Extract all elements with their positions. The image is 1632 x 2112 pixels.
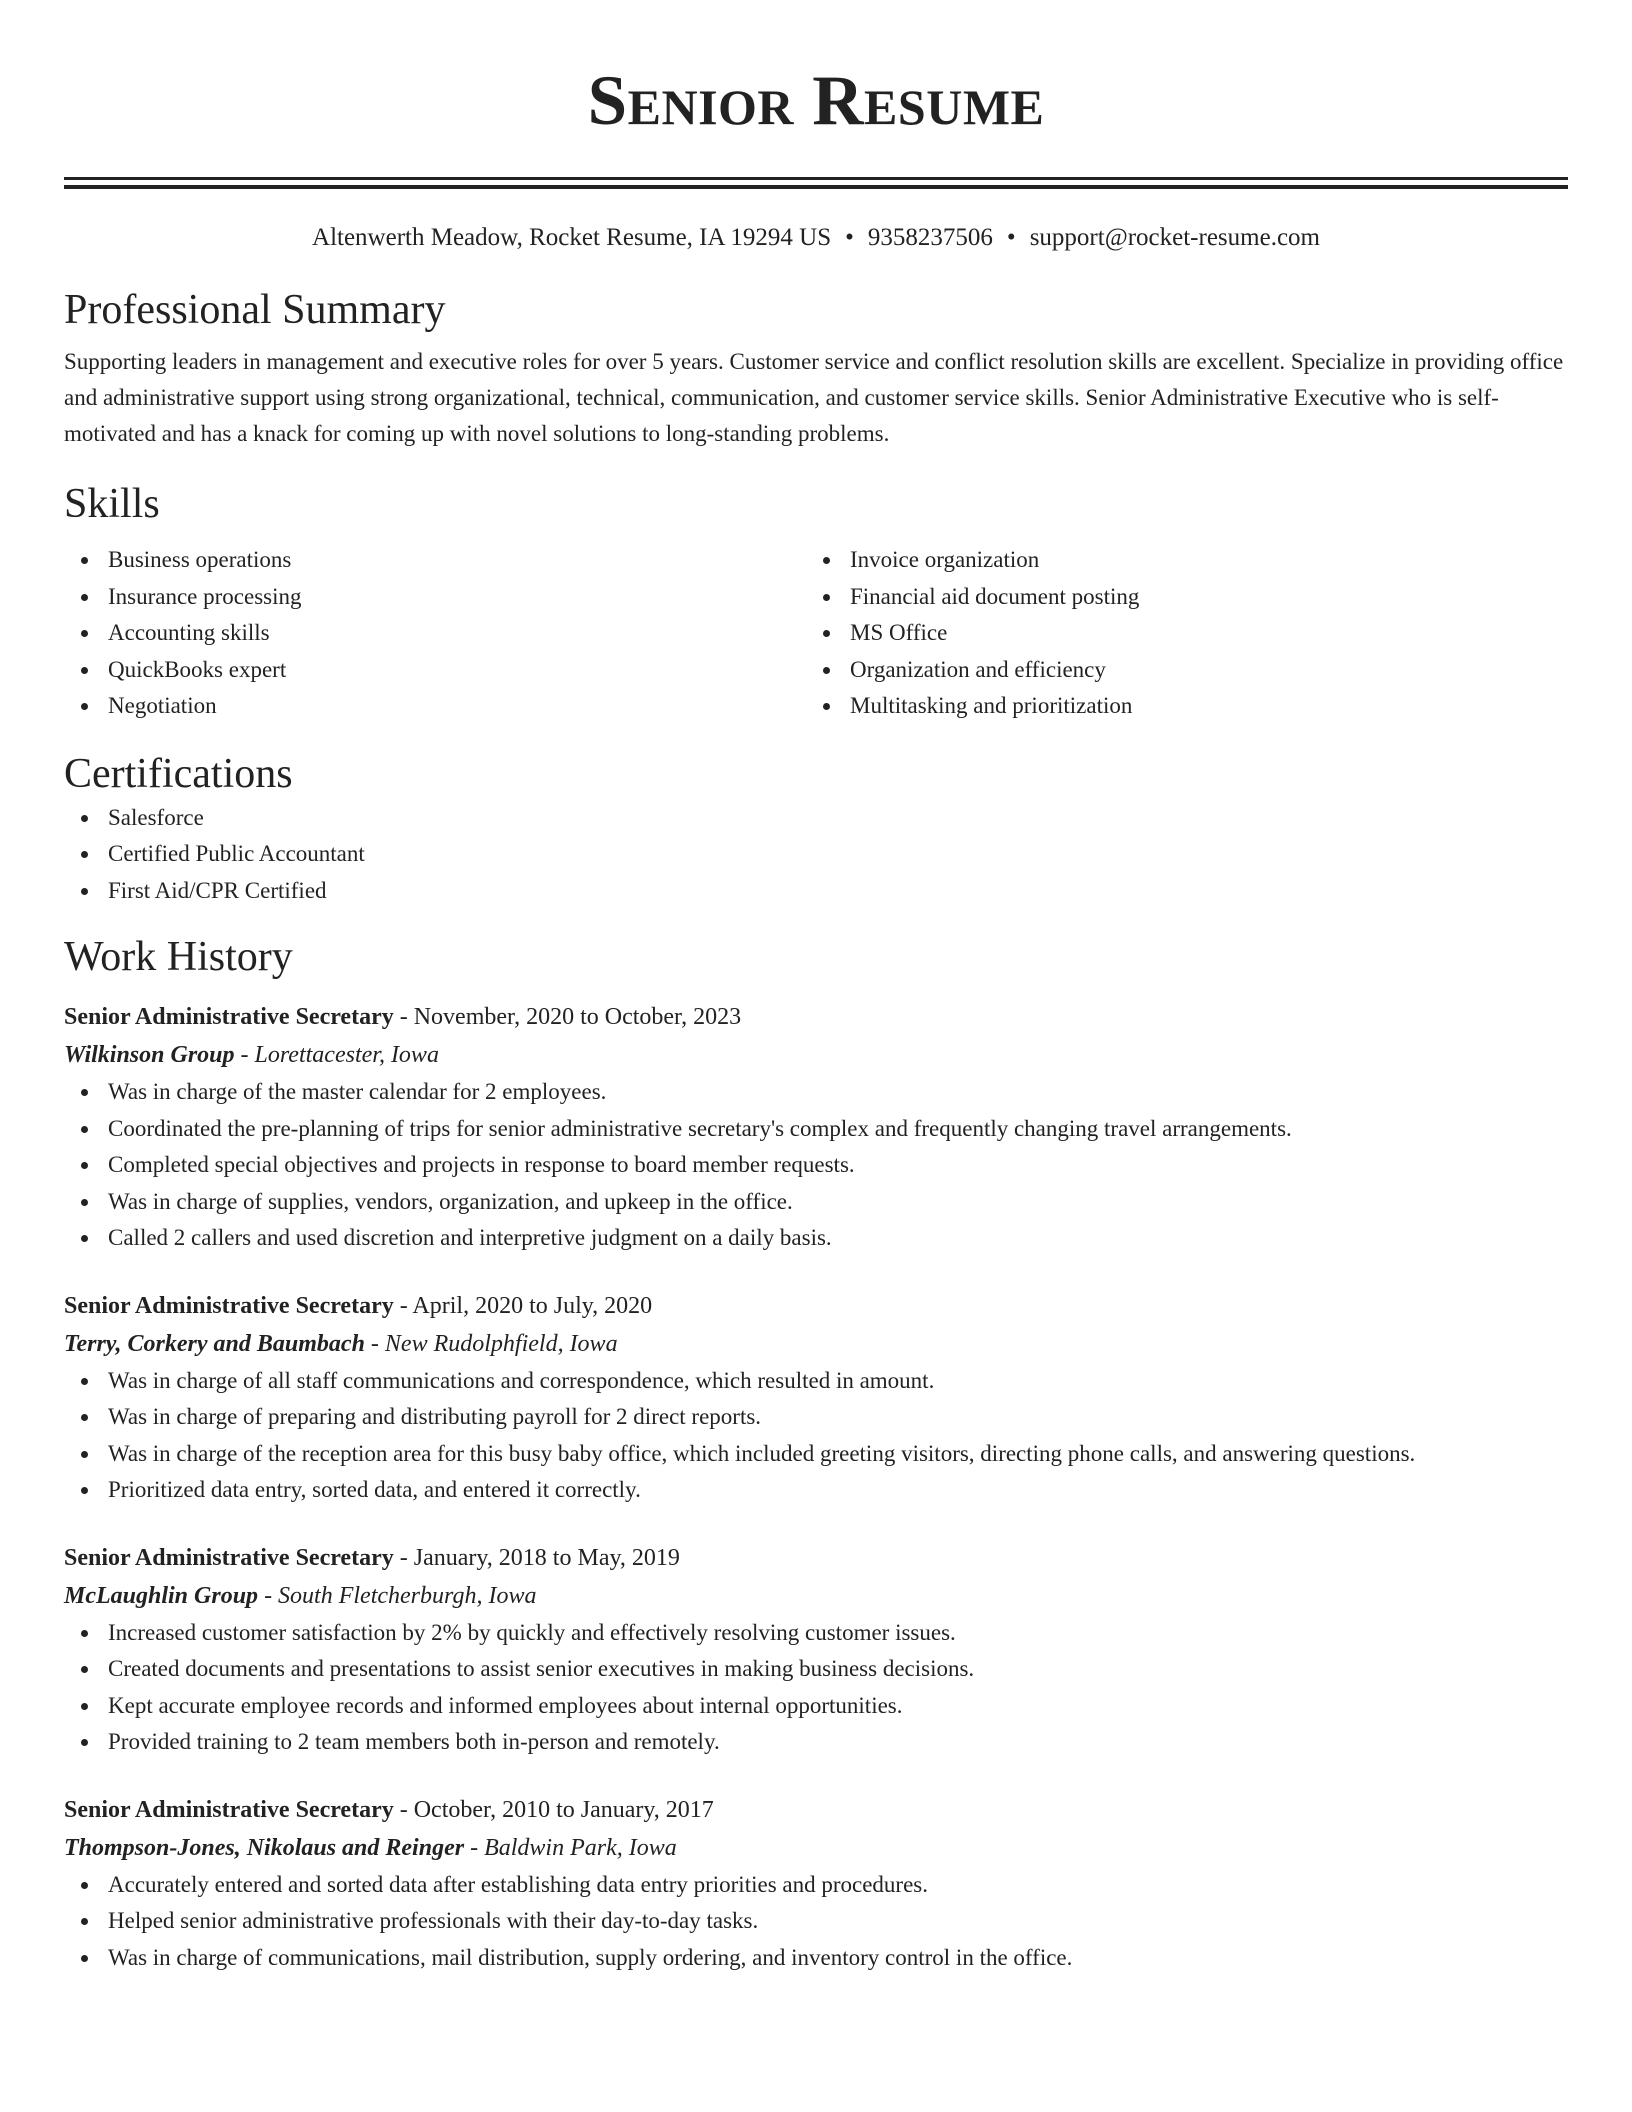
skill-item: QuickBooks expert (64, 652, 806, 689)
job-dates: - November, 2020 to October, 2023 (393, 1004, 742, 1030)
skills-list-right (806, 542, 1548, 725)
job-bullet: Called 2 callers and used discretion and interpretive judgment on a daily basis. (64, 1220, 1568, 1257)
job-company: McLaughlin Group (64, 1582, 259, 1609)
job-company-line (64, 1036, 1568, 1074)
certification-item: First Aid/CPR Certified (64, 873, 1568, 910)
job-header (64, 998, 1568, 1036)
job-header (64, 1287, 1568, 1325)
job-company: Thompson-Jones, Nikolaus and Reinger (64, 1834, 465, 1861)
skill-item: Financial aid document posting (806, 579, 1548, 616)
job-bullet: Created documents and presentations to assist senior executives in making business decisions. (64, 1651, 1568, 1688)
contact-line (64, 222, 1568, 254)
job-entry (64, 1539, 1568, 1761)
section-heading-work-history: Work History (64, 934, 293, 980)
job-title: Senior Administrative Secretary (64, 1004, 394, 1030)
job-company: Terry, Corkery and Baumbach (64, 1330, 365, 1357)
job-bullet-list (64, 1363, 1568, 1509)
job-entry (64, 998, 1568, 1257)
job-dates: - January, 2018 to May, 2019 (393, 1544, 680, 1571)
job-header (64, 1539, 1568, 1577)
certifications-list (64, 800, 1568, 910)
job-location: - South Fletcherburgh, Iowa (258, 1582, 537, 1609)
certification-item: Salesforce (64, 800, 1568, 837)
job-bullet: Was in charge of communications, mail distribution, supply ordering, and inventory control in the office. (64, 1940, 1568, 1977)
job-entry (64, 1791, 1568, 1977)
job-bullet: Was in charge of the reception area for this busy baby office, which included greeting visitors, directing phone calls, and answering questions. (64, 1436, 1568, 1473)
summary-text: Supporting leaders in management and executive roles for over 5 years. Customer service and conflict resolution skills are excellent. Specialize in providing office and administrative support using strong organizational, technical, communication, and customer service skills. Senior Administrative Executive who is self-motivated and has a knack for coming up with novel solutions to long-standing problems. (64, 349, 1564, 446)
section-heading-skills: Skills (64, 481, 160, 527)
job-company-line (64, 1829, 1568, 1867)
skill-item: Organization and efficiency (806, 652, 1548, 689)
skill-item: Negotiation (64, 688, 806, 725)
job-dates: - October, 2010 to January, 2017 (393, 1796, 714, 1823)
job-bullet: Was in charge of preparing and distributing payroll for 2 direct reports. (64, 1399, 1568, 1436)
job-bullet: Was in charge of the master calendar for 2 employees. (64, 1074, 1568, 1111)
job-company-line (64, 1325, 1568, 1363)
job-location: - Lorettacester, Iowa (234, 1042, 439, 1068)
job-bullet: Was in charge of supplies, vendors, organization, and upkeep in the office. (64, 1184, 1568, 1221)
job-bullet: Increased customer satisfaction by 2% by quickly and effectively resolving customer issues. (64, 1615, 1568, 1652)
skill-item: MS Office (806, 615, 1548, 652)
job-bullet: Helped senior administrative professionals with their day-to-day tasks. (64, 1903, 1568, 1940)
job-company: Wilkinson Group (64, 1042, 235, 1068)
section-heading-certifications: Certifications (64, 750, 293, 797)
contact-separator: • (845, 224, 854, 251)
skills-column-right (806, 542, 1548, 725)
job-bullet: Completed special objectives and projects in response to board member requests. (64, 1147, 1568, 1184)
job-title: Senior Administrative Secretary (64, 1796, 394, 1823)
contact-address: Altenwerth Meadow, Rocket Resume, IA 19294 US (312, 224, 832, 251)
skill-item: Insurance processing (64, 579, 806, 616)
skills-list-left (64, 542, 806, 725)
skill-item: Multitasking and prioritization (806, 688, 1548, 725)
job-entry (64, 1287, 1568, 1509)
skills-column-left (64, 542, 806, 725)
contact-separator: • (1006, 224, 1016, 251)
certifications-section (64, 748, 1568, 910)
work-history-section (64, 931, 1568, 1976)
job-bullet-list (64, 1867, 1568, 1977)
skills-grid (64, 542, 1568, 725)
job-company-line (64, 1577, 1568, 1615)
job-bullet: Accurately entered and sorted data after establishing data entry priorities and procedures. (64, 1867, 1568, 1904)
job-bullet: Coordinated the pre-planning of trips for senior administrative secretary's complex and frequently changing travel arrangements. (64, 1111, 1568, 1148)
job-dates: - April, 2020 to July, 2020 (393, 1292, 653, 1319)
job-location: - Baldwin Park, Iowa (464, 1834, 677, 1861)
professional-summary-section (64, 284, 1568, 452)
skill-item: Invoice organization (806, 542, 1548, 579)
contact-email: support@rocket-resume.com (1029, 224, 1320, 251)
job-bullet: Kept accurate employee records and informed employees about internal opportunities. (64, 1688, 1568, 1725)
job-bullet: Provided training to 2 team members both in-person and remotely. (64, 1724, 1568, 1761)
resume-title: Senior Resume (587, 62, 1045, 140)
contact-phone: 9358237506 (867, 224, 993, 251)
job-bullet-list (64, 1615, 1568, 1761)
job-bullet: Prioritized data entry, sorted data, and entered it correctly. (64, 1472, 1568, 1509)
title-double-rule (64, 177, 1568, 189)
job-bullet-list (64, 1074, 1568, 1257)
skill-item: Business operations (64, 542, 806, 579)
skills-section (64, 478, 1568, 725)
job-bullet: Was in charge of all staff communications and correspondence, which resulted in amount. (64, 1363, 1568, 1400)
job-title: Senior Administrative Secretary (64, 1292, 394, 1319)
skill-item: Accounting skills (64, 615, 806, 652)
job-title: Senior Administrative Secretary (64, 1544, 394, 1571)
job-location: - New Rudolphfield, Iowa (364, 1330, 618, 1357)
job-header (64, 1791, 1568, 1829)
certification-item: Certified Public Accountant (64, 836, 1568, 873)
section-heading-summary: Professional Summary (64, 287, 446, 333)
